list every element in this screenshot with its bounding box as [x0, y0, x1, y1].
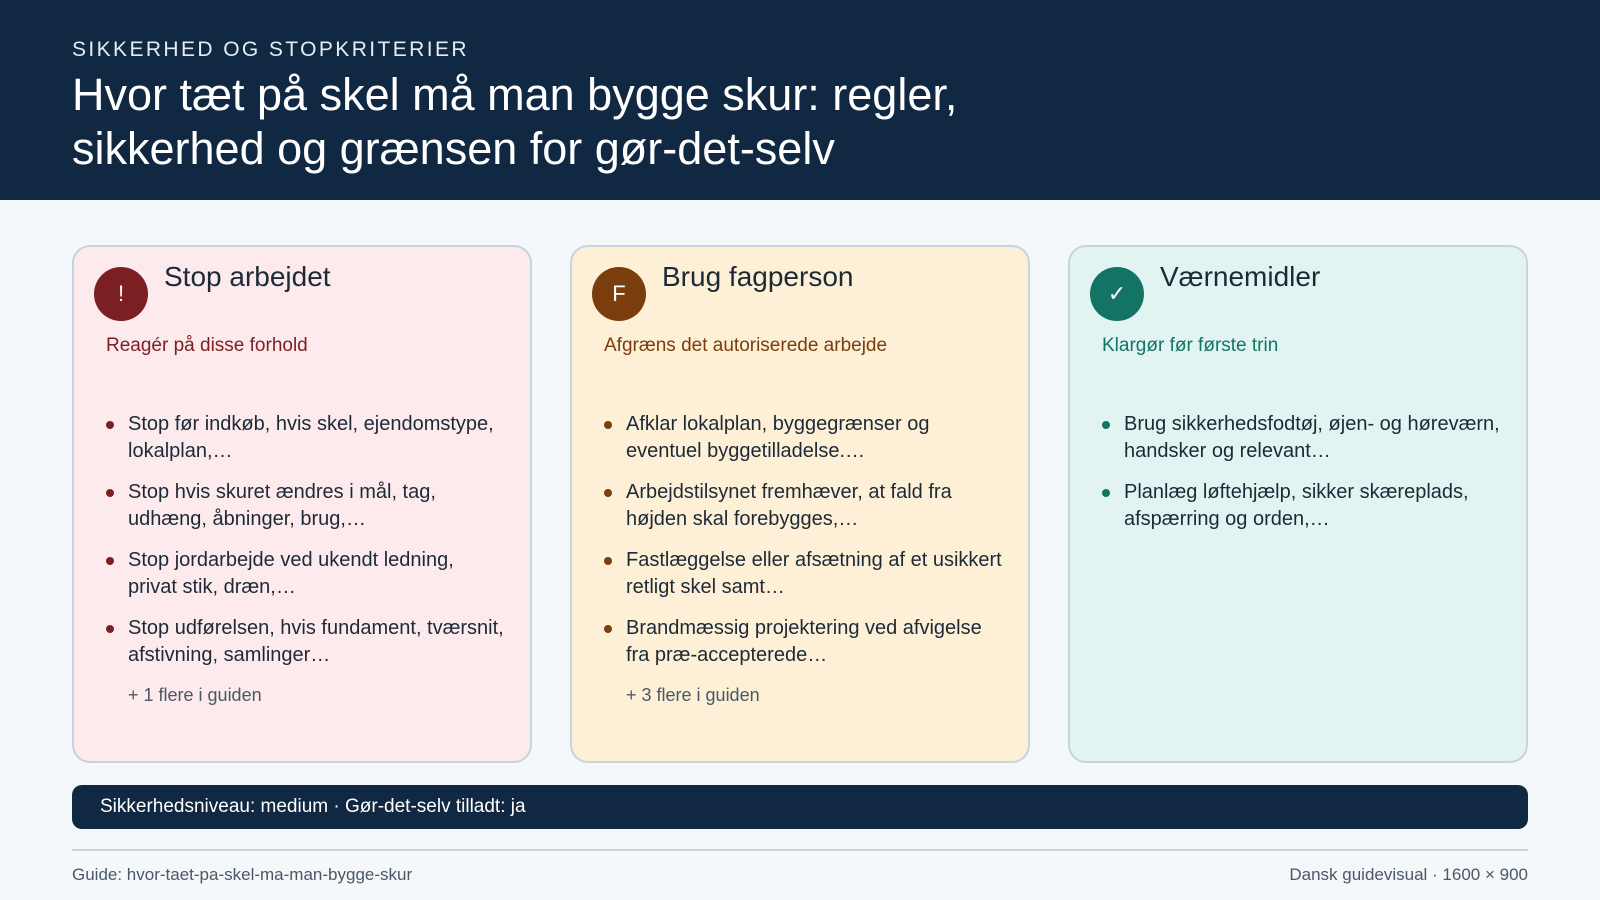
- footer-guide-slug: Guide: hvor-taet-pa-skel-ma-man-bygge-skur: [72, 865, 413, 884]
- bullet-dot-icon: [1102, 489, 1110, 497]
- status-text: Sikkerhedsniveau: medium · Gør-det-selv tilladt: ja: [100, 796, 526, 817]
- bullet-dot-icon: [106, 489, 114, 497]
- checkmark-icon: ✓: [1090, 267, 1144, 321]
- card-grid: [72, 245, 1528, 763]
- bullet-dot-icon: [106, 557, 114, 565]
- alert-icon: !: [94, 267, 148, 321]
- bullet-list: [1102, 411, 1502, 547]
- bullet-dot-icon: [604, 557, 612, 565]
- card-subtitle: Afgræns det autoriserede arbejde: [604, 335, 888, 356]
- list-item: [106, 479, 506, 533]
- list-item-text: Stop hvis skuret ændres i mål, tag, udhæng, åbninger, brug,…: [128, 481, 436, 530]
- list-item: [1102, 479, 1502, 533]
- card-title: Værnemidler: [1160, 261, 1321, 292]
- list-item-text: Brug sikkerhedsfodtøj, øjen- og høreværn, handsker og relevant…: [1124, 413, 1500, 462]
- use-professional-card: [570, 245, 1030, 763]
- list-item: [604, 615, 1004, 669]
- letter-f-icon: F: [592, 267, 646, 321]
- list-item: [604, 479, 1004, 533]
- list-item: [106, 615, 506, 669]
- list-item: [604, 547, 1004, 601]
- footer-meta: Dansk guidevisual · 1600 × 900: [1289, 865, 1528, 884]
- list-item: [1102, 411, 1502, 465]
- list-item-text: Stop udførelsen, hvis fundament, tværsnit, afstivning, samlinger…: [128, 617, 504, 666]
- list-item-text: Afklar lokalplan, byggegrænser og eventuel byggetilladelse.…: [626, 413, 930, 462]
- status-bar: [72, 785, 1528, 829]
- card-subtitle: Reagér på disse forhold: [106, 335, 308, 356]
- list-item-text: Stop jordarbejde ved ukendt ledning, privat stik, dræn,…: [128, 549, 454, 598]
- bullet-dot-icon: [1102, 421, 1110, 429]
- list-item: [604, 411, 1004, 465]
- more-in-guide-link[interactable]: + 1 flere i guiden: [128, 685, 262, 705]
- bullet-dot-icon: [106, 625, 114, 633]
- list-item-text: Brandmæssig projektering ved afvigelse fra præ-accepterede…: [626, 617, 982, 666]
- bullet-list: [106, 411, 506, 683]
- list-item-text: Planlæg løftehjælp, sikker skæreplads, afspærring og orden,…: [1124, 481, 1469, 530]
- bullet-list: [604, 411, 1004, 683]
- bullet-dot-icon: [106, 421, 114, 429]
- eyebrow-label: SIKKERHED OG STOPKRITERIER: [72, 38, 469, 61]
- list-item: [106, 411, 506, 465]
- list-item-text: Stop før indkøb, hvis skel, ejendomstype, lokalplan,…: [128, 413, 494, 462]
- stop-work-card: [72, 245, 532, 763]
- card-subtitle: Klargør før første trin: [1102, 335, 1279, 356]
- list-item-text: Fastlæggelse eller afsætning af et usikkert retligt skel samt…: [626, 549, 1002, 598]
- card-title: Stop arbejdet: [164, 261, 331, 292]
- protective-equipment-card: [1068, 245, 1528, 763]
- list-item: [106, 547, 506, 601]
- list-item-text: Arbejdstilsynet fremhæver, at fald fra højden skal forebygges,…: [626, 481, 952, 530]
- page-title: Hvor tæt på skel må man bygge skur: regler, sikkerhed og grænsen for gør-det-selv: [72, 69, 958, 174]
- footer-divider: [72, 849, 1528, 851]
- bullet-dot-icon: [604, 625, 612, 633]
- more-in-guide-link[interactable]: + 3 flere i guiden: [626, 685, 760, 705]
- bullet-dot-icon: [604, 489, 612, 497]
- card-title: Brug fagperson: [662, 261, 854, 292]
- bullet-dot-icon: [604, 421, 612, 429]
- header-banner: [0, 0, 1600, 200]
